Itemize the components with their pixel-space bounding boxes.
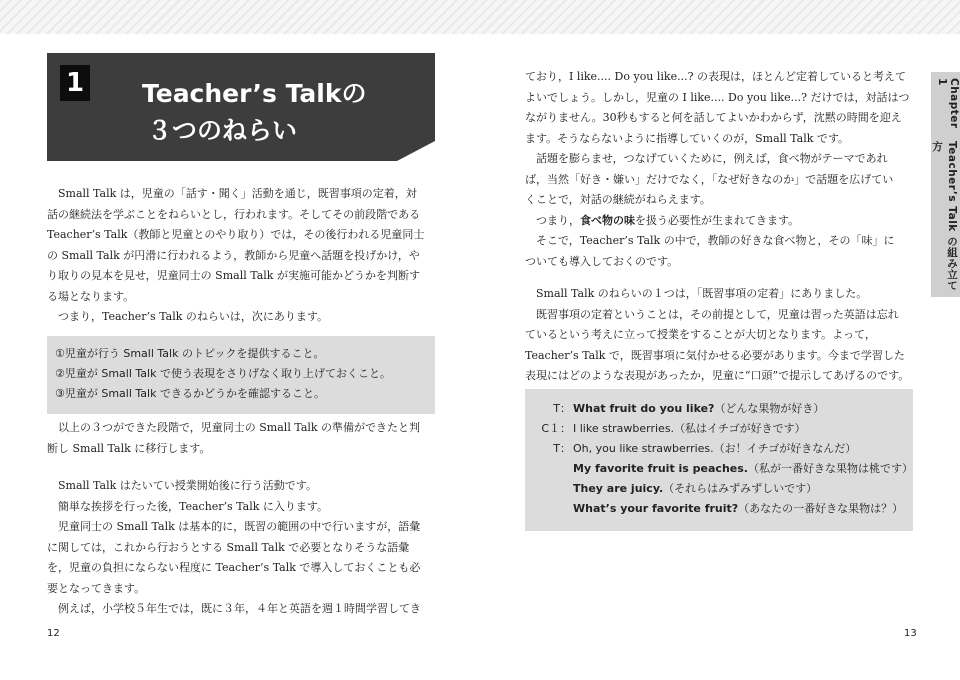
chapter-tab-chapter: Chapter 1 [936,78,960,129]
dialog-japanese: （私はイチゴが好きです） [674,422,806,435]
section-title-block [47,53,435,161]
dialog-japanese: （お！イチゴが好きなんだ） [713,442,857,455]
dialog-line [525,399,913,419]
section-number: 1 [60,65,90,101]
page-fold-corner [397,141,435,161]
emphasis-line: つまり，食べ物の味を扱う必要性が生まれてきます。 [536,213,800,227]
emphasis-text: 食べ物の味 [580,213,635,227]
dialog-line [525,419,913,439]
aim-item: ②児童が Small Talk で使う表現をさりげなく取り上げておくこと。 [55,367,391,380]
dialog-english: My favorite fruit is peaches. [573,462,748,475]
page-number-left: 12 [47,628,60,639]
body-paragraphs: Small Talk はたいてい授業開始後に行う活動です。 簡単な挨拶を行った後，Teacher’s Talk に入ります。 児童同士の Small Talk は基本的に，既習の範囲の中で行いますが，語彙 に関しては，これから行おうとする Small Talk で必要となりそうな語彙 を，児童の負担にならない程度に Teacher’s Talk で導入しておくことも必 要となってきます。 例えば，小学校５年生では，既に３年，４年と英語を週１時間学習してき [47,479,421,615]
left-page [0,34,480,680]
dialog-english: Oh, you like strawberries. [573,442,714,455]
after-box-paragraph: 以上の３つができた段階で，児童同士の Small Talk の準備ができたと判 断し Small Talk に移行します。 [47,421,421,455]
intro-paragraph: Small Talk は，児童の「話す・聞く」活動を通じ，既習事項の定着，対 話の継続法を学ぶことをねらいとし，行われます。そしてその前段階である Teacher’s Talk（教師と児童とのやり取り）では，その後行われる児童同士 の Small Talk が円滑に行われるよう，教師から児童へ話題を投げかけ，や り取りの見本を見せ，児童同士の Small Talk が実施可能かどうかを判断す る場となります。 つまり，Teacher’s Talk のねらいは，次にあります。 [47,184,435,328]
dialog-japanese: （私が一番好きな果物は桃です） [747,462,913,475]
top-decorative-band [0,0,960,34]
right-page [480,34,960,680]
section-title-line-1: Teacher’s Talkの [142,79,367,108]
right-body-bottom: Small Talk のねらいの１つは，「既習事項の定着」にありました。 既習事項の定着ということは，その前提として，児童は習った英語は忘れ ているという考えに立って授業をすることが大切となります。よって， Teacher’s Talk で，既習事項に気付かせる必要があります。今まで学習した 表現にはどのような表現があったか，児童に“口頭”で提示してあげるのです。 [525,287,910,382]
page-number-right: 13 [904,628,917,639]
dialog-english: They are juicy. [573,482,664,495]
chapter-side-tab [931,72,960,297]
lead-line: つまり，Teacher’s Talk のねらいは，次にあります。 [58,310,329,323]
dialog-speaker: T： [553,402,571,415]
dialog-line [525,479,913,499]
dialog-line [525,439,913,459]
dialog-japanese: （あなたの一番好きな果物は？） [738,502,904,515]
aims-box [47,336,435,414]
dialog-english: What fruit do you like? [573,402,715,415]
aim-item: ①児童が行う Small Talk のトピックを提供すること。 [55,347,325,360]
dialog-box [525,389,913,531]
section-title-line-2: ３つのねらい [147,116,298,145]
dialog-line [525,499,913,519]
dialog-speaker [525,499,573,519]
dialog-japanese: （どんな果物が好き） [714,402,825,415]
dialog-speaker: C１： [541,422,571,435]
dialog-english: What’s your favorite fruit? [573,502,739,515]
dialog-speaker [525,459,573,479]
right-body-top: ており，I like.... Do you like...? の表現は，ほとんど定着していると考えて よいでしょう。しかし，児童の I like.... Do you like...? だけでは，対話はつ ながりません。30秒もすると何を話してよいかわからず，沈黙の時間を迎え ます。そうならないように指導していくのが，Small Talk です。 話題を膨らませ，つなげていくために，例えば，食べ物がテーマであれ ば，当然「好き・嫌い」だけでなく，「なぜ好きなのか」で話題を広げてい くことで，対話の継続がねらえます。 つまり，食べ物の味を扱う必要性が生まれてきます。 そこで，Teacher’s Talk の中で，教師の好きな食べ物と，その「味」に ついても導入しておくのです。 [525,67,913,272]
dialog-speaker: T： [553,442,571,455]
dialog-speaker [525,479,573,499]
dialog-japanese: （それらはみずみずしいです） [663,482,818,495]
aim-item: ③児童が Small Talk できるかどうかを確認すること。 [55,387,325,400]
dialog-english: I like strawberries. [573,422,675,435]
chapter-tab-title: Teacher’s Talk の組み立て方 [931,141,958,292]
dialog-line [525,459,913,479]
